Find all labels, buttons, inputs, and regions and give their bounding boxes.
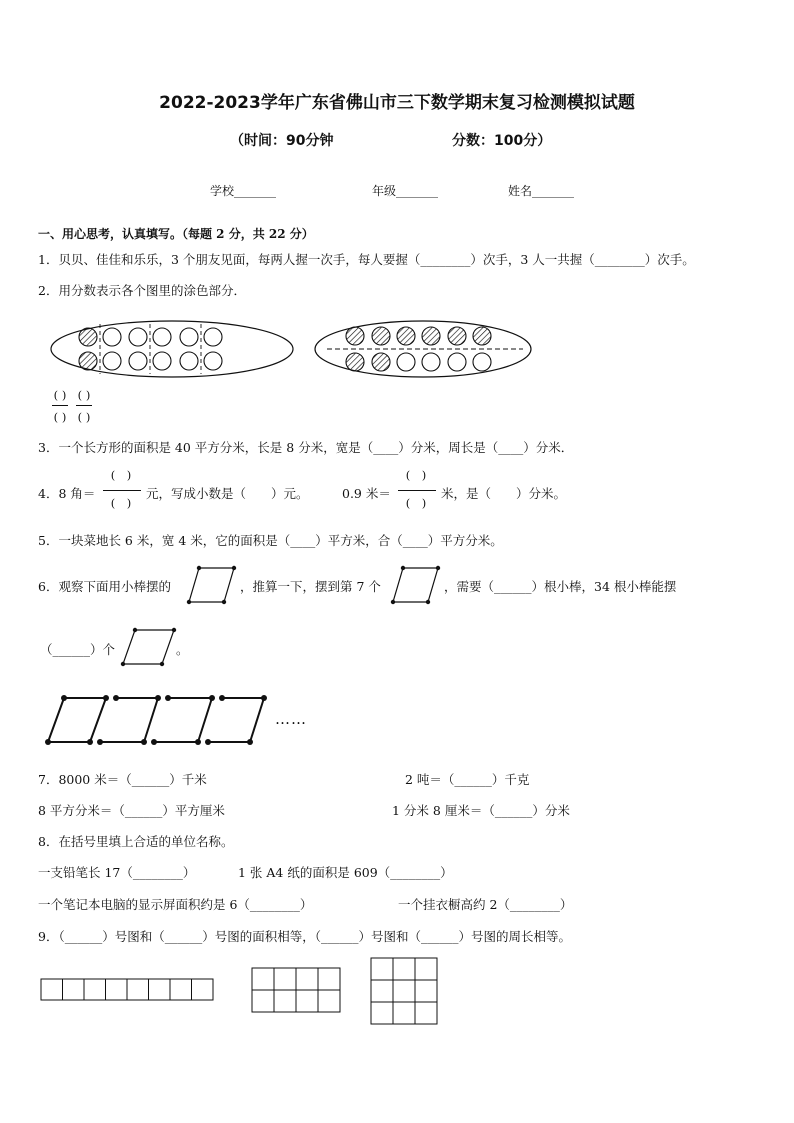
question-9: 9．（______）号图和（______）号图的面积相等，（______）号图和（______）号图的周长相等。 bbox=[38, 929, 571, 944]
question-6-part-e: 。 bbox=[176, 642, 189, 657]
grid-cell bbox=[41, 979, 63, 1000]
fraction-2-numerator: ( ) bbox=[77, 388, 91, 402]
parallelogram-icon bbox=[118, 626, 178, 668]
circle bbox=[103, 352, 121, 370]
grid-cell bbox=[192, 979, 214, 1000]
question-3: 3．一个长方形的面积是 40 平方分米，长是 8 分米，宽是（____）分米，周长是（____）分米． bbox=[38, 440, 574, 455]
question-8: 8．在括号里填上合适的单位名称。 bbox=[38, 834, 234, 849]
grid-cell bbox=[415, 980, 437, 1002]
question-7-b: 2 吨＝（______）千克 bbox=[405, 772, 530, 787]
grid-cell bbox=[393, 958, 415, 980]
shaded-circle bbox=[79, 328, 97, 346]
circle bbox=[129, 328, 147, 346]
grid-cell bbox=[296, 968, 318, 990]
circle bbox=[153, 328, 171, 346]
grid-cell bbox=[318, 990, 340, 1012]
question-7-c: 8 平方分米＝（______）平方厘米 bbox=[38, 803, 225, 818]
parallelogram-icon bbox=[390, 564, 442, 606]
grid-cell bbox=[318, 968, 340, 990]
circle bbox=[153, 352, 171, 370]
page-title: 2022-2023学年广东省佛山市三下数学期末复习检测模拟试题 bbox=[159, 93, 635, 113]
grid-cell bbox=[252, 990, 274, 1012]
circle bbox=[422, 353, 440, 371]
grid-cell bbox=[371, 1002, 393, 1024]
question-8-a: 一支铅笔长 17（________） bbox=[38, 865, 196, 880]
question-8-d: 一个挂衣橱高约 2（________） bbox=[398, 897, 573, 912]
question-6-part-a: 6．观察下面用小棒摆的 bbox=[38, 579, 171, 594]
name-field: 姓名_______ bbox=[508, 184, 575, 198]
question-8-c: 一个笔记本电脑的显示屏面积约是 6（________） bbox=[38, 897, 313, 912]
fraction-1-numerator: ( ) bbox=[53, 388, 67, 402]
circle bbox=[473, 353, 491, 371]
shaded-circle bbox=[473, 327, 491, 345]
fraction-2-denominator: ( ) bbox=[77, 410, 91, 424]
shaded-circle bbox=[346, 353, 364, 371]
parallelogram-icon bbox=[186, 564, 238, 606]
circle bbox=[129, 352, 147, 370]
q4-fraction-1-denominator: ( ) bbox=[110, 496, 132, 510]
grid-cell bbox=[252, 968, 274, 990]
grid-cell bbox=[274, 968, 296, 990]
grid-cell bbox=[84, 979, 106, 1000]
circle bbox=[448, 353, 466, 371]
shaded-circle bbox=[397, 327, 415, 345]
shaded-circle bbox=[448, 327, 466, 345]
shaded-circle bbox=[79, 352, 97, 370]
q4-fraction-1-numerator: ( ) bbox=[110, 468, 132, 482]
q2-left-figure bbox=[48, 316, 298, 386]
question-7-d: 1 分米 8 厘米＝（______）分米 bbox=[392, 803, 570, 818]
ellipsis-dots: …… bbox=[275, 710, 307, 728]
school-field: 学校_______ bbox=[210, 184, 277, 198]
section-heading: 一、用心思考，认真填写。（每题 2 分，共 22 分） bbox=[38, 227, 314, 241]
grid-cell bbox=[393, 1002, 415, 1024]
question-5: 5．一块菜地长 6 米，宽 4 米，它的面积是（____）平方米，合（____）平方分米。 bbox=[38, 533, 503, 548]
fraction-1-denominator: ( ) bbox=[53, 410, 67, 424]
grade-field: 年级_______ bbox=[372, 184, 439, 198]
circle bbox=[204, 352, 222, 370]
grid-cell bbox=[63, 979, 85, 1000]
q9-grid-3 bbox=[370, 957, 440, 1027]
question-1: 1．贝贝、佳佳和乐乐，3 个朋友见面，每两人握一次手，每人要握（________）次手，3 人一共握（________）次手。 bbox=[38, 252, 695, 267]
grid-cell bbox=[296, 990, 318, 1012]
grid-cell bbox=[106, 979, 128, 1000]
question-4-part-b: 元，写成小数是（ ）元。 bbox=[146, 486, 309, 501]
question-8-b: 1 张 A4 纸的面积是 609（________） bbox=[238, 865, 453, 880]
circle bbox=[103, 328, 121, 346]
question-6-part-b: ，推算一下，摆到第 7 个 bbox=[240, 579, 381, 594]
q2-right-figure bbox=[313, 316, 553, 386]
q9-grid-2 bbox=[251, 967, 346, 1017]
exam-time: （时间：90分钟 bbox=[230, 133, 334, 149]
grid-cell bbox=[371, 958, 393, 980]
grid-cell bbox=[170, 979, 192, 1000]
circle bbox=[397, 353, 415, 371]
grid-cell bbox=[274, 990, 296, 1012]
question-6-part-c: ，需要（______）根小棒，34 根小棒能摆 bbox=[444, 579, 677, 594]
q9-grid-1 bbox=[40, 978, 220, 1004]
question-2: 2．用分数表示各个图里的涂色部分． bbox=[38, 283, 246, 298]
circle bbox=[180, 352, 198, 370]
shaded-circle bbox=[422, 327, 440, 345]
grid-cell bbox=[127, 979, 149, 1000]
q4-fraction-2-numerator: ( ) bbox=[405, 468, 427, 482]
grid-cell bbox=[415, 1002, 437, 1024]
shaded-circle bbox=[372, 327, 390, 345]
circle bbox=[204, 328, 222, 346]
grid-cell bbox=[393, 980, 415, 1002]
circle bbox=[180, 328, 198, 346]
grid-cell bbox=[149, 979, 171, 1000]
question-4-part-a: 4．8 角＝ bbox=[38, 486, 96, 501]
question-7-a: 7．8000 米＝（______）千米 bbox=[38, 772, 207, 787]
shaded-circle bbox=[346, 327, 364, 345]
exam-score: 分数：100分） bbox=[452, 133, 552, 149]
question-4-part-c: 0.9 米＝ bbox=[342, 486, 391, 501]
grid-cell bbox=[415, 958, 437, 980]
shaded-circle bbox=[372, 353, 390, 371]
question-4-part-d: 米，是（ ）分米。 bbox=[441, 486, 567, 501]
q4-fraction-2-denominator: ( ) bbox=[405, 496, 427, 510]
question-6-part-d: （______）个 bbox=[40, 642, 116, 657]
grid-cell bbox=[371, 980, 393, 1002]
